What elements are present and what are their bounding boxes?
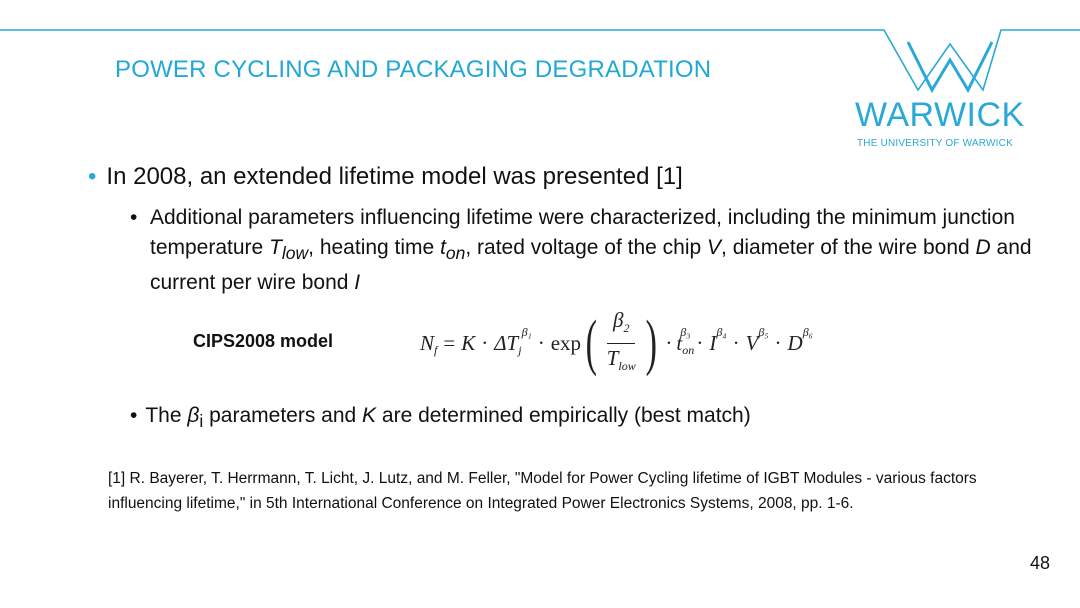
sub-bullet-text: Additional parameters influencing lifetime were characterized, including the minimum junction temperature $T_{low}$, heating time $t_{on}$, rated voltage of the chip V, diameter of the wire bond D and current per wire bond I bbox=[150, 206, 1032, 295]
model-label: CIPS2008 model bbox=[193, 331, 334, 351]
warwick-logo-text: WARWICK bbox=[855, 96, 1025, 134]
bullet-icon: • bbox=[130, 206, 138, 229]
header-decoration-line bbox=[0, 0, 1080, 100]
exp-fraction: $\frac{\beta_2}{T_{low}}$ bbox=[606, 308, 636, 373]
sub-bullet-beta bbox=[130, 404, 751, 432]
slide-title: POWER CYCLING AND PACKAGING DEGRADATION bbox=[115, 56, 712, 83]
warwick-logo-mark bbox=[908, 42, 992, 90]
reference-citation: [1] R. Bayerer, T. Herrmann, T. Licht, J. Lutz, and M. Feller, "Model for Power Cycling lifetime of IGBT Modules - various factors influencing lifetime," in 5th International Conference on Integrated Power Electronics Systems, 2008, pp. 1-6. bbox=[108, 470, 977, 512]
sub-bullet-parameters bbox=[130, 203, 1060, 298]
page-number: 48 bbox=[1030, 553, 1051, 573]
main-bullet-text: In 2008, an extended lifetime model was presented [1] bbox=[106, 163, 683, 190]
bullet-icon: • bbox=[130, 404, 138, 427]
main-bullet bbox=[88, 163, 683, 191]
sub-bullet-beta-text: The $\beta_i$ parameters and K are determined empirically (best match) bbox=[145, 404, 751, 432]
cips2008-equation: N f = K · ΔT j β₁ · exp ( $\frac{\beta_2}{T_{low}}$ ) · t on β₃ · I β₄ · V β₅ · D β₆ bbox=[420, 308, 813, 378]
bullet-icon: • bbox=[88, 163, 97, 190]
warwick-logo-subtitle: THE UNIVERSITY OF WARWICK bbox=[857, 138, 1013, 149]
